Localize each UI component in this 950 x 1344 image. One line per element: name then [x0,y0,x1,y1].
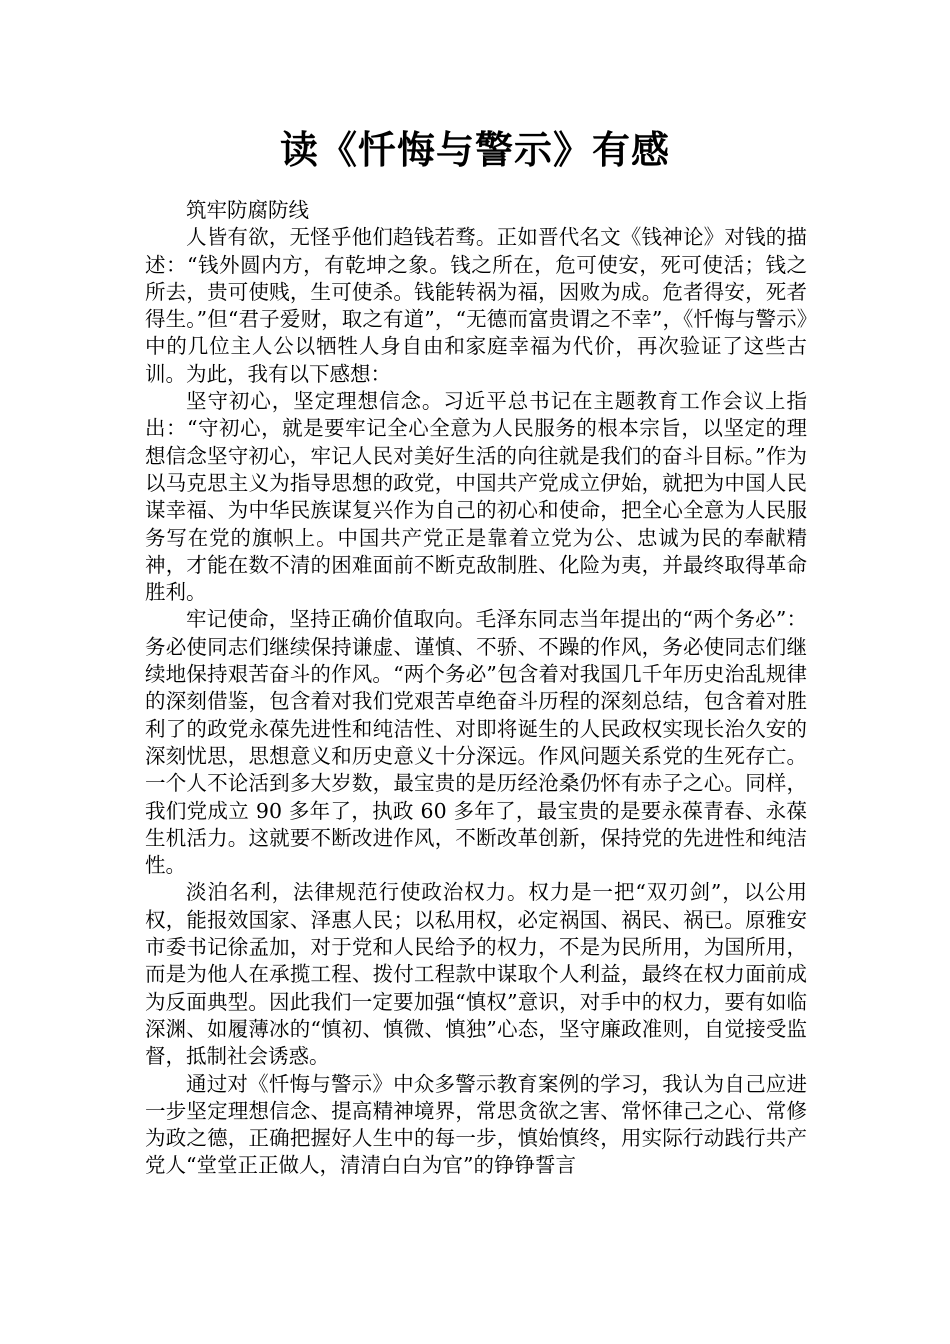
paragraph-conclusion: 通过对《忏悔与警示》中众多警示教育案例的学习，我认为自己应进一步坚定理想信念、提高精神境界，常思贪欲之害、常怀律己之心、常修为政之德，正确把握好人生中的每一步，慎始慎终，用实际行动践行共产党人“堂堂正正做人，清清白白为官”的铮铮誓言 [145,1071,807,1178]
paragraph-power: 淡泊名利，法律规范行使政治权力。权力是一把“双刃剑”，以公用权，能报效国家、泽惠人民；以私用权，必定祸国、祸民、祸已。原雅安市委书记徐孟加，对于党和人民给予的权力，不是为民所用，为国所用，而是为他人在承揽工程、拨付工程款中谋取个人利益，最终在权力面前成为反面典型。因此我们一定要加强“慎权”意识，对手中的权力，要有如临深渊、如履薄冰的“慎初、慎微、慎独”心态，坚守廉政准则，自觉接受监督，抵制社会诱惑。 [145,880,807,1069]
paragraph-initial-aspiration: 坚守初心，坚定理想信念。习近平总书记在主题教育工作会议上指出：“守初心，就是要牢记全心全意为人民服务的根本宗旨，以坚定的理想信念坚守初心，牢记人民对美好生活的向往就是我们的奋斗目标。”作为以马克思主义为指导思想的政党，中国共产党成立伊始，就把为中国人民谋幸福、为中华民族谋复兴作为自己的初心和使命，把全心全意为人民服务写在党的旗帜上。中国共产党正是靠着立党为公、忠诚为民的奉献精神，才能在数不清的困难面前不断克敌制胜、化险为夷，并最终取得革命胜利。 [145,389,807,605]
section-subtitle: 筑牢防腐防线 [186,198,309,222]
paragraph-intro: 人皆有欲，无怪乎他们趋钱若骛。正如晋代名文《钱神论》对钱的描述：“钱外圆内方，有乾坤之象。钱之所在，危可使安，死可使活；钱之所去，贵可使贱，生可使杀。钱能转祸为福，因败为成。危者得安，死者得生。”但“君子爱财，取之有道”，“无德而富贵谓之不幸”，《忏悔与警示》中的几位主人公以牺牲人身自由和家庭幸福为代价，再次验证了这些古训。为此，我有以下感想： [145,225,807,386]
document-title: 读《忏悔与警示》有感 [279,128,670,172]
document-body [145,197,807,1180]
paragraph-mission: 牢记使命，坚持正确价值取向。毛泽东同志当年提出的“两个务必”：务必使同志们继续保持谦虚、谨慎、不骄、不躁的作风，务必使同志们继续地保持艰苦奋斗的作风。“两个务必”包含着对我国几千年历史治乱规律的深刻借鉴，包含着对我们党艰苦卓绝奋斗历程的深刻总结，包含着对胜利了的政党永葆先进性和纯洁性、对即将诞生的人民政权实现长治久安的深刻忧思，思想意义和历史意义十分深远。作风问题关系党的生死存亡。一个人不论活到多大岁数，最宝贵的是历经沧桑仍怀有赤子之心。同样，我们党成立 90 多年了，执政 60 多年了，最宝贵的是要永葆青春、永葆生机活力。这就要不断改进作风，不断改革创新，保持党的先进性和纯洁性。 [145,607,807,878]
